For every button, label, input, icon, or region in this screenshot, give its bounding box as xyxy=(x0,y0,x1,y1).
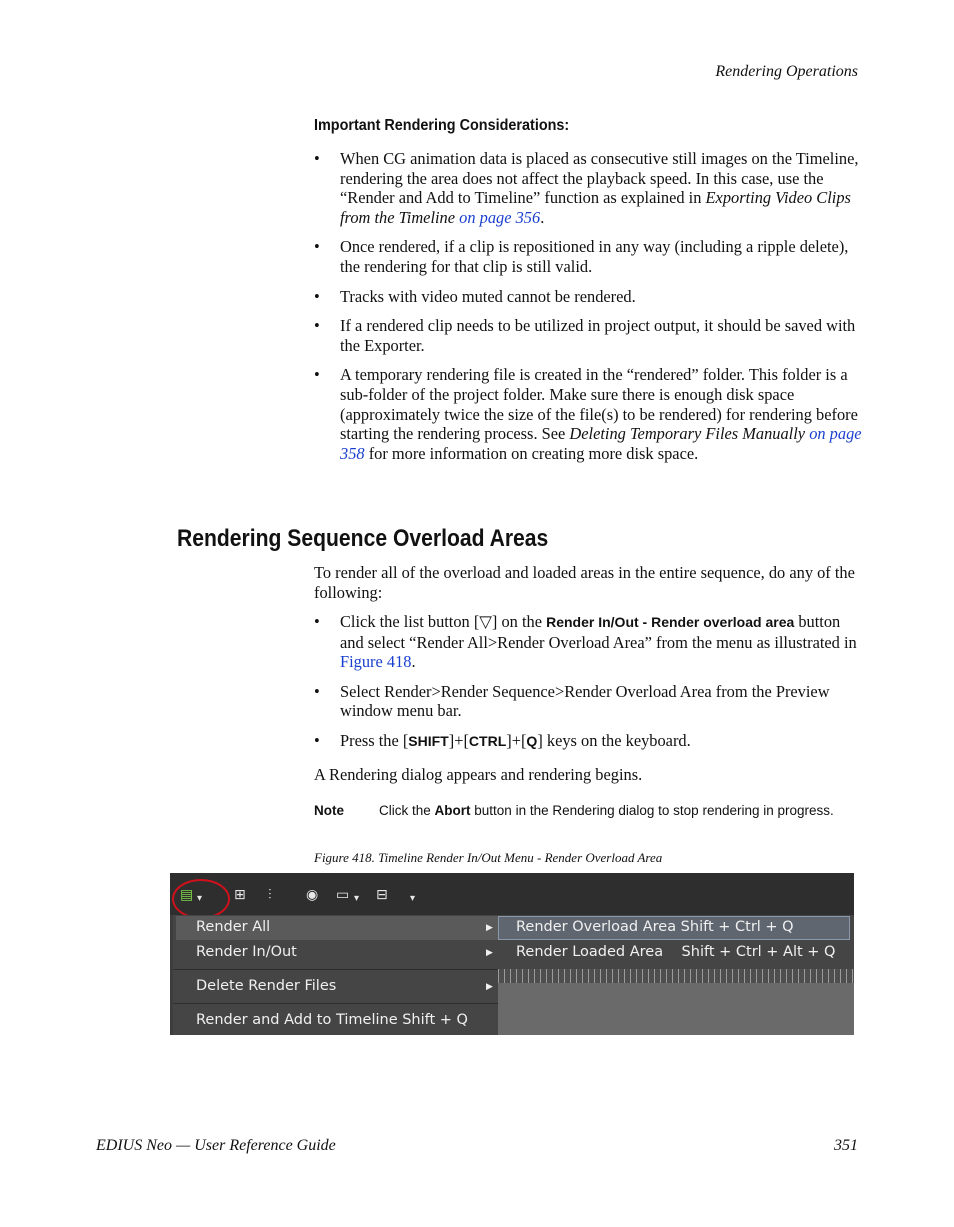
render-all-submenu xyxy=(498,915,854,969)
render-inout-icon[interactable]: ▤ xyxy=(180,887,194,903)
menu-item-delete-render-files[interactable]: Delete Render Files xyxy=(196,978,337,994)
render-menu-screenshot xyxy=(170,873,854,1035)
footer-title: EDIUS Neo — User Reference Guide xyxy=(96,1137,336,1154)
list-item: • Press the [SHIFT]+[CTRL]+[Q] keys on the keyboard. xyxy=(314,730,691,750)
note-label: Note xyxy=(314,803,344,818)
considerations-list xyxy=(314,149,862,473)
section-title: Rendering Sequence Overload Areas xyxy=(177,525,549,552)
figure-link[interactable]: Figure 418 xyxy=(340,652,412,672)
list-item: • Once rendered, if a clip is repositioned in any way (including a ripple delete), the rendering for that clip is still valid. xyxy=(314,237,849,276)
page-number: 351 xyxy=(834,1137,858,1154)
list-item: • Tracks with video muted cannot be rendered. xyxy=(314,286,636,306)
track-icon[interactable]: ⊟ xyxy=(376,887,388,903)
steps-list xyxy=(314,612,862,762)
considerations-heading: Important Rendering Considerations: xyxy=(314,117,570,134)
list-item: • If a rendered clip needs to be utilized in project output, it should be saved with the Exporter. xyxy=(314,316,856,355)
list-item: • Click the list button [▽] on the Render In/Out - Render overload area button and select “Render All>Render Overload Area” from the menu as illustrated in Figure 418. xyxy=(314,612,857,672)
timeline-track-area xyxy=(498,983,854,1035)
list-item: • Select Render>Render Sequence>Render Overload Area from the Preview window menu bar. xyxy=(314,681,830,721)
menu-item-render-all[interactable]: Render All xyxy=(196,919,271,935)
menu-separator xyxy=(173,969,498,970)
list-item: • When CG animation data is placed as consecutive still images on the Timeline, rendering the area does not affect the playback speed. In this case, use the “Render and Add to Timeline” function as explained in Exporting Video Clips from the Timeline on page 356. xyxy=(314,149,859,227)
submenu-arrow-icon: ▶ xyxy=(486,948,493,958)
figure-caption: Figure 418. Timeline Render In/Out Menu - Render Overload Area xyxy=(314,850,663,865)
menu-item-render-add-timeline[interactable]: Render and Add to Timeline Shift + Q xyxy=(196,1012,468,1028)
list-item: • A temporary rendering file is created in the “rendered” folder. This folder is a sub-folder of the project folder. Make sure there is enough disk space (approximately twice the size of the file(s) to be rendered) for rendering before starting the rendering process. See Deleting Temporary Files Manually on page 358 for more information on creating more disk space. xyxy=(314,365,862,463)
menu-item-render-inout[interactable]: Render In/Out xyxy=(196,944,297,960)
page-link-356[interactable]: on page 356 xyxy=(459,207,541,227)
submenu-arrow-icon: ▶ xyxy=(486,982,493,992)
running-header: Rendering Operations xyxy=(715,63,858,80)
menu-item-render-loaded[interactable]: Render Loaded Area Shift + Ctrl + Alt + Q xyxy=(516,944,836,960)
render-menu xyxy=(173,915,498,1035)
menu-item-render-overload[interactable]: Render Overload Area Shift + Ctrl + Q xyxy=(516,919,794,935)
window-icon[interactable]: ▭ xyxy=(336,887,350,903)
dropdown-icon[interactable]: ▾ xyxy=(197,893,203,904)
section-intro: To render all of the overload and loaded areas in the entire sequence, do any of the following: xyxy=(314,563,855,602)
color-wheel-icon[interactable]: ◉ xyxy=(306,887,319,903)
timeline-ruler xyxy=(498,969,854,983)
page-link-358[interactable]: on page 358 xyxy=(340,424,862,463)
menu-separator xyxy=(173,1003,498,1004)
dropdown-icon[interactable]: ▾ xyxy=(410,893,416,904)
submenu-arrow-icon: ▶ xyxy=(486,923,493,933)
highlight-circle xyxy=(172,879,230,919)
ui-label: Render In/Out - Render overload area xyxy=(546,614,795,630)
after-text: A Rendering dialog appears and rendering begins. xyxy=(314,765,643,784)
note: Note Click the Abort button in the Rendering dialog to stop rendering in progress. xyxy=(314,803,834,818)
timeline-toolbar xyxy=(170,873,854,915)
mixer-icon[interactable]: ⫶ xyxy=(268,887,272,903)
dropdown-icon[interactable]: ▾ xyxy=(354,893,360,904)
grid-icon[interactable]: ⊞ xyxy=(234,887,246,903)
